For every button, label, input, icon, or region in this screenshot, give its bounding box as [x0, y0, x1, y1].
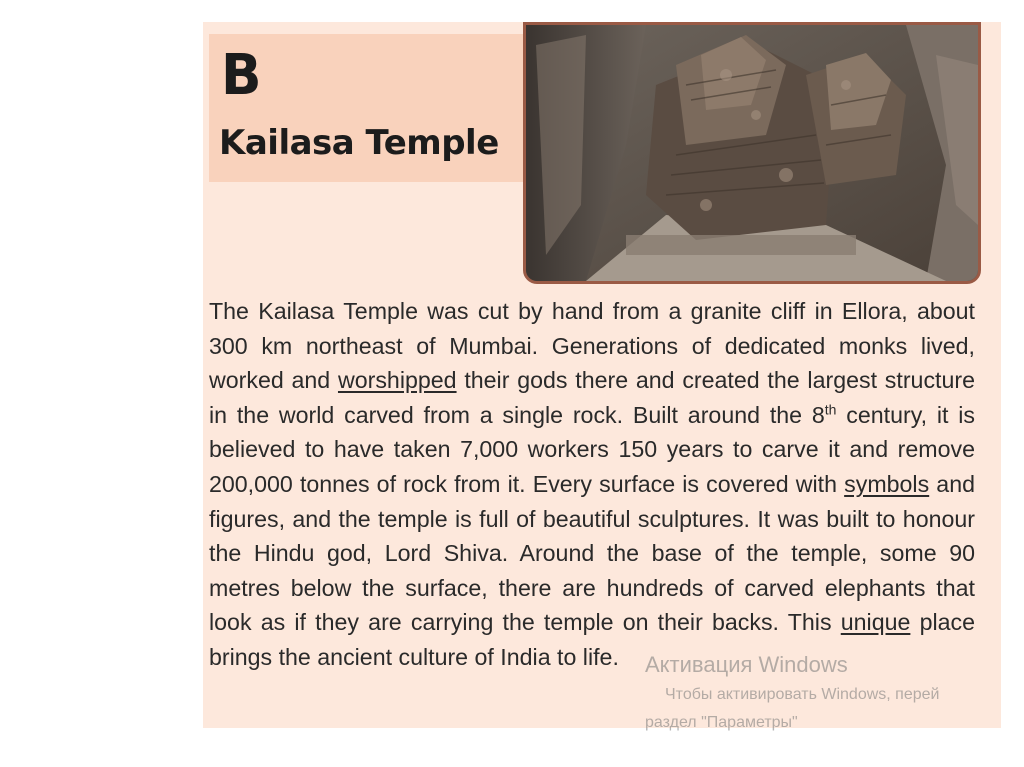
vocab-worshipped: worshipped — [337, 367, 457, 394]
vocab-unique: unique — [840, 609, 911, 636]
article-text-4: and figures, and the temple is full of beautiful sculptures. It was built to honour the Hindu god, Lord Shiva. Around the base of the temple, some 90 metres below the surface, there are hundreds of carved elephants that look as if they are carrying the temple on their backs. This — [209, 470, 975, 636]
article-paragraph — [209, 294, 975, 675]
slide-page — [203, 22, 1001, 728]
temple-photo — [523, 22, 981, 284]
temple-photo-image — [526, 25, 978, 281]
activation-watermark-line: Чтобы активировать Windows, перей — [665, 686, 940, 703]
vocab-symbols: symbols — [844, 470, 930, 497]
article-text-2: their gods there and created the largest structure in the world carved from a single rock. Built around the 8 — [209, 367, 975, 428]
activation-watermark-line-2: раздел "Параметры" — [645, 714, 798, 731]
section-header — [209, 34, 525, 182]
section-letter: B — [221, 43, 262, 108]
section-title: Kailasa Temple — [219, 123, 499, 163]
ordinal-suffix: th — [824, 401, 837, 418]
activation-watermark-title: Активация Windows — [645, 652, 848, 677]
article-text-3: century, it is believed to have taken 7,000 workers 150 years to carve it and remove 200,000 tonnes of rock from it. Every surface is covered with — [209, 401, 975, 497]
article-text-5: place brings the ancient culture of India to life. — [209, 609, 976, 670]
article-text-1: The Kailasa Temple was cut by hand from a granite cliff in Ellora, about 300 km northeast of Mumbai. Generations of dedicated monks lived, worked and — [209, 298, 975, 394]
